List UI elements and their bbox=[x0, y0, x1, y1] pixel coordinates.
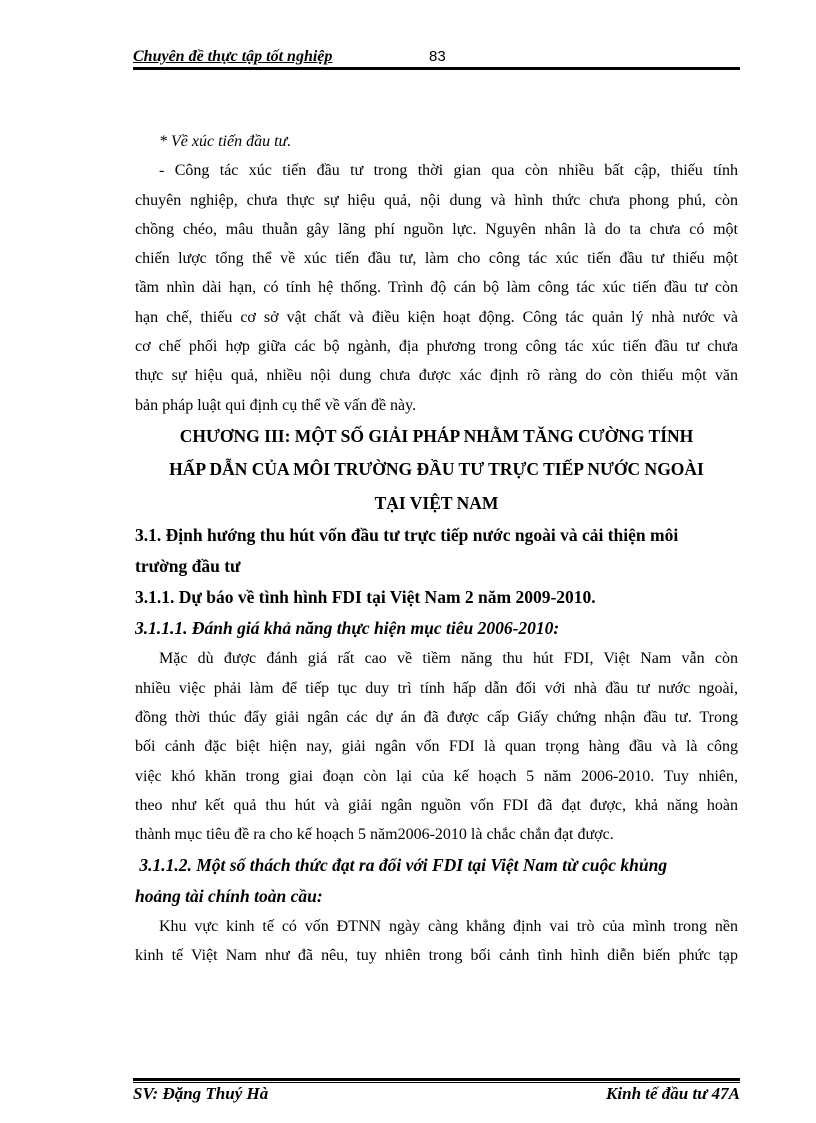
footer-class: Kinh tế đầu tư 47A bbox=[606, 1084, 740, 1103]
text-line: theo như kết quả thu hút và giải ngân nguồn vốn FDI đã đạt được, khả năng hoàn bbox=[135, 796, 738, 814]
text-line: - Công tác xúc tiến đầu tư trong thời gian qua còn nhiều bất cập, thiếu tính bbox=[159, 162, 738, 180]
chapter-title-line: TẠI VIỆT NAM bbox=[374, 492, 499, 513]
paragraph-fdi-sector bbox=[135, 912, 738, 971]
text-line: việc khó khăn trong giai đoạn còn lại của kế hoạch 5 năm 2006-2010. Tuy nhiên, bbox=[135, 767, 738, 785]
chapter-title bbox=[135, 420, 738, 521]
text-line: cơ chế phối hợp giữa các bộ ngành, địa phương trong công tác xúc tiến đầu tư chưa bbox=[135, 338, 738, 356]
paragraph-target-assessment bbox=[135, 644, 738, 849]
footer-student: SV: Đặng Thuý Hà bbox=[133, 1084, 269, 1103]
footer-rule bbox=[133, 1078, 740, 1081]
text-line: nhiều việc phải làm để tiếp tục duy trì tính hấp dẫn đối với nhà đầu tư nước ngoài, bbox=[135, 679, 738, 697]
text-line: Khu vực kinh tế có vốn ĐTNN ngày càng khẳng định vai trò của mình trong nền bbox=[159, 917, 738, 935]
text-line: chiến lược tổng thể về xúc tiến đầu tư, làm cho công tác xúc tiến đầu tư thiếu một bbox=[135, 250, 738, 268]
footer-rule-thin bbox=[133, 1082, 740, 1083]
heading-3-1-1-2-cont: hoảng tài chính toàn cầu: bbox=[135, 885, 323, 906]
text-line: tầm nhìn dài hạn, có tính hệ thống. Trình độ cán bộ làm công tác xúc tiến đầu tư còn bbox=[135, 279, 738, 297]
heading-3-1-cont: trường đầu tư bbox=[135, 556, 241, 577]
text-line: bối cảnh đặc biệt hiện nay, giải ngân vốn FDI là quan trọng hàng đầu và là công bbox=[135, 738, 738, 756]
text-line: chuyên nghiệp, chưa thực sự hiệu quả, nội dung và hình thức chưa phong phú, còn bbox=[135, 191, 738, 209]
text-line: kinh tế Việt Nam như đã nêu, tuy nhiên trong bối cảnh tình hình diễn biến phức tạp bbox=[135, 946, 738, 964]
header-rule bbox=[133, 67, 740, 70]
text-line: đồng thời thúc đẩy giải ngân các dự án đã được cấp Giấy chứng nhận đầu tư. Trong bbox=[135, 709, 738, 727]
header-title: Chuyên đề thực tập tốt nghiệp bbox=[133, 48, 333, 65]
text-line: thành mục tiêu đề ra cho kế hoạch 5 năm2006-2010 là chắc chắn đạt được. bbox=[135, 826, 614, 844]
page-number: 83 bbox=[429, 48, 446, 65]
section-note: * Về xúc tiến đầu tư. bbox=[159, 133, 292, 150]
heading-3-1-1: 3.1.1. Dự báo về tình hình FDI tại Việt Nam 2 năm 2009-2010. bbox=[135, 587, 596, 608]
text-line: thực sự hiệu quả, nhiều nội dung chưa được xác định rõ ràng do còn thiếu một văn bbox=[135, 367, 738, 385]
document-body bbox=[135, 127, 738, 970]
chapter-title-line: CHƯƠNG III: MỘT SỐ GIẢI PHÁP NHẰM TĂNG CƯỜNG TÍNH bbox=[179, 425, 694, 446]
heading-3-1: 3.1. Định hướng thu hút vốn đầu tư trực tiếp nước ngoài và cải thiện môi bbox=[135, 525, 679, 546]
heading-3-1-1-2: 3.1.1.2. Một số thách thức đạt ra đối với FDI tại Việt Nam từ cuộc khủng bbox=[135, 854, 668, 875]
heading-3-1-1-1: 3.1.1.1. Đánh giá khả năng thực hiện mục tiêu 2006-2010: bbox=[135, 618, 560, 639]
text-line: hạn chế, thiếu cơ sở vật chất và điều kiện hoạt động. Công tác quản lý nhà nước và bbox=[135, 308, 738, 326]
text-line: chồng chéo, mâu thuẫn gây lãng phí nguồn lực. Nguyên nhân là do ta chưa có một bbox=[135, 220, 738, 238]
chapter-title-line: HẤP DẪN CỦA MÔI TRƯỜNG ĐẦU TƯ TRỰC TIẾP NƯỚC NGOÀI bbox=[169, 459, 704, 480]
text-line: Mặc dù được đánh giá rất cao về tiềm năng thu hút FDI, Việt Nam vẫn còn bbox=[159, 650, 738, 668]
text-line: bản pháp luật qui định cụ thể về vấn đề này. bbox=[135, 396, 417, 414]
paragraph-investment-promotion bbox=[135, 156, 738, 420]
page-header bbox=[133, 46, 740, 68]
